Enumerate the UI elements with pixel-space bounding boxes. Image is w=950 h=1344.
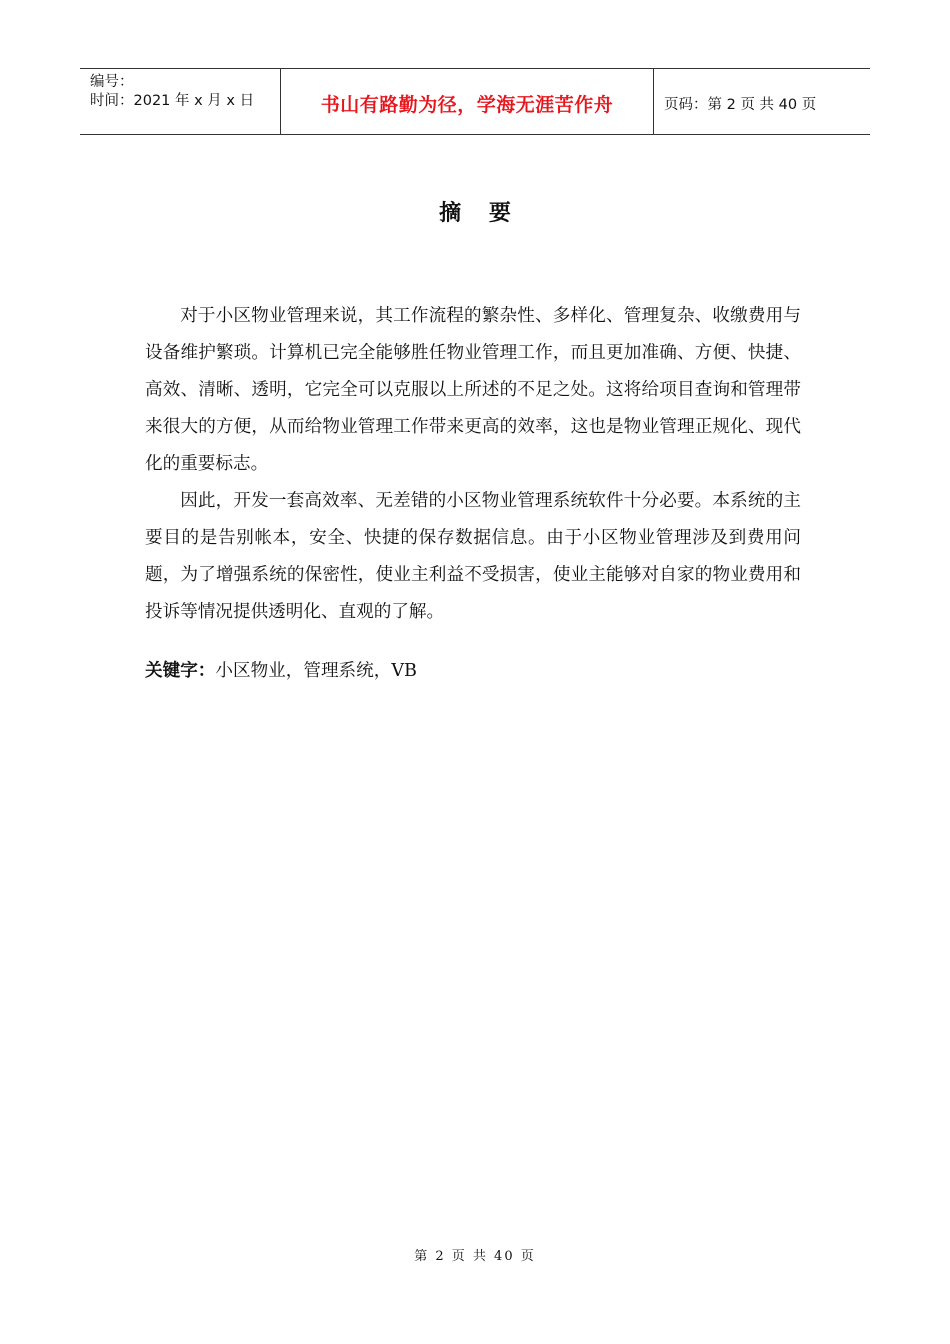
page-footer: 第 2 页 共 40 页 [414, 1249, 536, 1264]
header-table [80, 68, 870, 135]
header-page-info: 页码：第 2 页 共 40 页 [664, 97, 817, 113]
keywords-label: 关键字： [145, 661, 216, 681]
abstract-paragraph-1: 对于小区物业管理来说，其工作流程的繁杂性、多样化、管理复杂、收缴费用与设备维护繁琐。计算机已完全能够胜任物业管理工作，而且更加准确、方便、快捷、高效、清晰、透明，它完全可以克服以上所述的不足之处。这将给项目查询和管理带来很大的方便，从而给物业管理工作带来更高的效率，这也是物业管理正规化、现代化的重要标志。 [145, 306, 801, 474]
abstract-paragraph-2: 因此，开发一套高效率、无差错的小区物业管理系统软件十分必要。本系统的主要目的是告别帐本，安全、快捷的保存数据信息。由于小区物业管理涉及到费用问题，为了增强系统的保密性，使业主利益不受损害，使业主能够对自家的物业费用和投诉等情况提供透明化、直观的了解。 [145, 491, 801, 622]
keywords-line [145, 656, 417, 686]
abstract-body [145, 298, 801, 631]
page-title: 摘 要 [439, 201, 521, 226]
document-date: 时间：2021 年 x 月 x 日 [90, 93, 255, 109]
header-meta-cell [80, 69, 281, 134]
header-motto: 书山有路勤为径，学海无涯苦作舟 [281, 69, 654, 134]
keywords-value: 小区物业，管理系统，VB [215, 661, 417, 681]
document-number-label: 编号： [90, 74, 134, 90]
